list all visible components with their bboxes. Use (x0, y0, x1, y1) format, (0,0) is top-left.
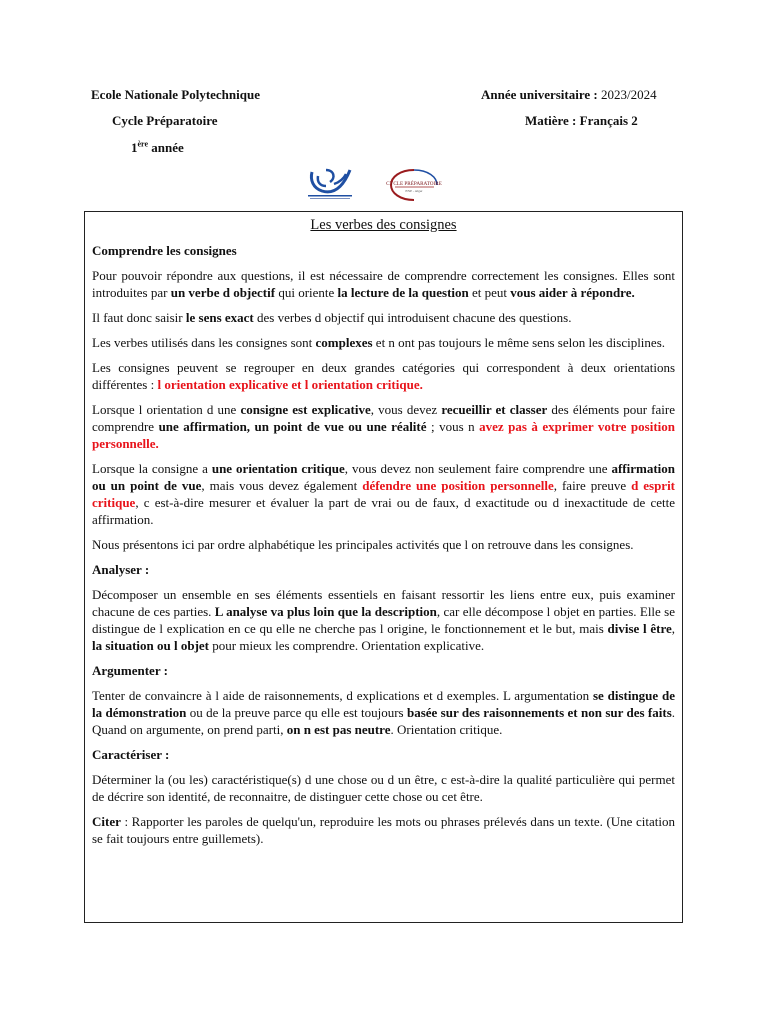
enp-logo-icon (304, 164, 356, 202)
paragraph-categories (92, 359, 675, 393)
analyser-text: pour mieux les comprendre. Orientation explicative. (209, 638, 485, 653)
citer-definition (92, 813, 675, 847)
p6-red-emph: d esprit critique (92, 478, 676, 510)
subject-value: Français 2 (579, 113, 638, 128)
p6-emph: affirmation ou un point de vue (92, 461, 675, 493)
logo2-title: CYCLE PRÉPARATOIRE (386, 181, 442, 187)
grade-superscript: ère (137, 139, 149, 149)
intro-heading: Comprendre les consignes (92, 243, 237, 258)
content-frame (84, 211, 683, 923)
cycle-label: Cycle Préparatoire (112, 113, 218, 128)
caracteriser-heading: Caractériser : (92, 747, 170, 762)
analyser-heading: Analyser : (92, 562, 150, 577)
p6-text: , mais vous devez également (201, 478, 363, 493)
p6-text: Lorsque la consigne a (92, 461, 212, 476)
p6-text: , c est-à-dire mesurer et évaluer la part de vrai ou de faux, d exactitude ou d inexactitude de cette affirmation. (92, 495, 675, 527)
subject-label: Matière : (525, 113, 577, 128)
p3-text: et n ont pas toujours le même sens selon les disciplines. (372, 335, 666, 350)
argumenter-emph: on n est pas neutre (286, 722, 391, 737)
p6-text: , faire preuve (553, 478, 632, 493)
p1-text: et peut (468, 285, 511, 300)
citer-term: Citer (92, 814, 121, 829)
paragraph-critique (92, 460, 675, 528)
argumenter-text: ou de la preuve parce qu elle est toujours (186, 705, 407, 720)
cycle-preparatoire-logo (386, 167, 442, 203)
p6-red-emph: défendre une position personnelle (362, 478, 554, 493)
argumenter-definition (92, 687, 675, 738)
paragraph-presentation: Nous présentons ici par ordre alphabétique les principales activités que l on retrouve dans les consignes. (92, 537, 634, 552)
p1-text: qui oriente (275, 285, 338, 300)
p2-text: Il faut donc saisir (92, 310, 186, 325)
analyser-text: Décomposer un ensemble en ses éléments essentiels en faisant ressortir les liens entre eux, puis examiner chacune de ces parties. (92, 587, 675, 619)
p6-emph: une orientation critique (211, 461, 345, 476)
academic-year (481, 86, 657, 103)
p5-text: , vous devez (370, 402, 442, 417)
p3-emph: complexes (315, 335, 373, 350)
analyser-emph: L analyse va plus loin que la description (214, 604, 437, 619)
argumenter-text: . Quand on argumente, on prend parti, (92, 705, 676, 737)
argumenter-text: Tenter de convaincre à l aide de raisonnements, d explications et d exemples. L argumentation (92, 688, 593, 703)
grade-word: année (151, 140, 184, 155)
p6-text: , vous devez non seulement faire comprendre une (344, 461, 612, 476)
analyser-emph: la situation ou l objet (92, 638, 210, 653)
subject (525, 112, 638, 129)
p5-emph: consigne est explicative (240, 402, 371, 417)
academic-year-value: 2023/2024 (601, 87, 657, 102)
p1-text: Pour pouvoir répondre aux questions, il est nécessaire de comprendre correctement les consignes. Elles sont introduites par (92, 268, 675, 300)
argumenter-heading: Argumenter : (92, 663, 168, 678)
caracteriser-definition: Déterminer la (ou les) caractéristique(s) d une chose ou d un être, c est-à-dire la qualité particulière qui permet de décrire son identité, de reconnaitre, de distinguer cette chose ou cet être. (92, 772, 675, 804)
academic-year-label: Année universitaire : (481, 87, 598, 102)
school-name: Ecole Nationale Polytechnique (91, 87, 260, 102)
p2-text: des verbes d objectif qui introduisent chacune des questions. (253, 310, 572, 325)
analyser-definition (92, 586, 675, 654)
document-title: Les verbes des consignes (310, 217, 457, 233)
paragraph-sens-exact (92, 309, 675, 326)
p5-emph: recueillir et classer (441, 402, 548, 417)
analyser-text: , car elle décompose l objet en parties. Elle se distingue de l explication en ce qu elle ne cherche pas l origine, le fonctionnement et le but, mais (92, 604, 675, 636)
p5-text: ; vous n (426, 419, 480, 434)
paragraph-explicative (92, 401, 675, 452)
logo2-subtitle: ENP - Alger (405, 189, 423, 193)
grade-level (131, 139, 184, 156)
paragraph-intro (92, 267, 675, 301)
argumenter-text: . Orientation critique. (390, 722, 503, 737)
p4-text: Les consignes peuvent se regrouper en deux grandes catégories qui correspondent à deux orientations différentes : (92, 360, 675, 392)
p3-text: Les verbes utilisés dans les consignes sont (92, 335, 316, 350)
p1-emph: un verbe d objectif (170, 285, 276, 300)
paragraph-complexes (92, 334, 675, 351)
p4-red-emph: l orientation explicative et l orientation critique. (157, 377, 423, 392)
analyser-text: , (671, 621, 675, 636)
p2-emph: le sens exact (185, 310, 254, 325)
p5-text: des éléments pour faire comprendre (92, 402, 675, 434)
argumenter-emph: basée sur des raisonnements et non sur des faits (406, 705, 672, 720)
citer-text: : Rapporter les paroles de quelqu'un, reproduire les mots ou phrases prélevés dans un texte. (Une citation se fait toujours entre guillemets). (92, 814, 675, 846)
p5-emph: une affirmation, un point de vue ou une réalité (158, 419, 427, 434)
p5-text: Lorsque l orientation d une (92, 402, 241, 417)
p1-emph: vous aider à répondre. (510, 285, 635, 300)
analyser-emph: divise l être (607, 621, 672, 636)
argumenter-emph: se distingue de la démonstration (92, 688, 675, 720)
grade-number: 1 (131, 140, 138, 155)
p5-red-emph: avez pas à exprimer votre position personnelle. (92, 419, 675, 451)
p1-emph: la lecture de la question (337, 285, 469, 300)
